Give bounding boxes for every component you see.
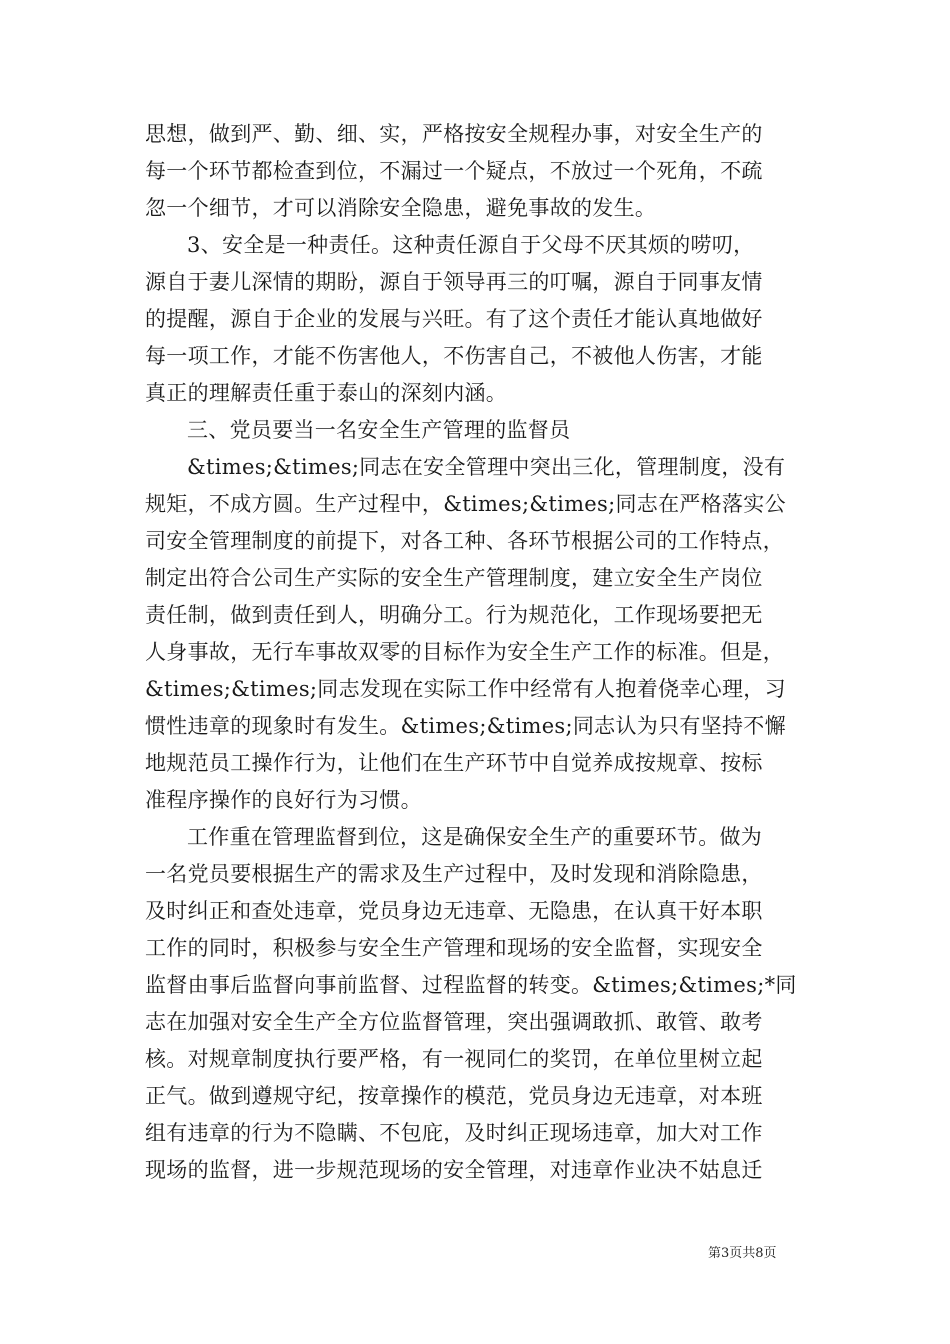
- text-line: 现场的监督，进一步规范现场的安全管理，对违章作业决不姑息迁: [145, 1158, 763, 1182]
- text-line: 志在加强对安全生产全方位监督管理，突出强调敢抓、敢管、敢考: [145, 1010, 763, 1034]
- text-line: 惯性违章的现象时有发生。&times;&times;同志认为只有坚持不懈: [145, 714, 786, 738]
- text-line: 正气。做到遵规守纪，按章操作的模范，党员身边无违章，对本班: [145, 1084, 763, 1108]
- paragraph-start: 工作重在管理监督到位，这是确保安全生产的重要环节。做为: [187, 825, 763, 849]
- text-line: 每一个环节都检查到位，不漏过一个疑点，不放过一个死角，不疏: [145, 159, 763, 183]
- text-line: 忽一个细节，才可以消除安全隐患，避免事故的发生。: [145, 196, 657, 220]
- text-line: 源自于妻儿深情的期盼，源自于领导再三的叮嘱，源自于同事友情: [145, 270, 763, 294]
- text-line: 规矩，不成方圆。生产过程中，&times;&times;同志在严格落实公: [145, 492, 786, 516]
- text-line: 的提醒，源自于企业的发展与兴旺。有了这个责任才能认真地做好: [145, 307, 763, 331]
- text-line: 制定出符合公司生产实际的安全生产管理制度，建立安全生产岗位: [145, 566, 763, 590]
- text-line: 核。对规章制度执行要严格，有一视同仁的奖罚，在单位里树立起: [145, 1047, 763, 1071]
- text-line: 及时纠正和查处违章，党员身边无违章、无隐患，在认真干好本职: [145, 899, 763, 923]
- paragraph-start: 3、安全是一种责任。这种责任源自于父母不厌其烦的唠叨，: [187, 233, 755, 257]
- text-line: 准程序操作的良好行为习惯。: [145, 788, 422, 812]
- text-line: 一名党员要根据生产的需求及生产过程中，及时发现和消除隐患，: [145, 862, 763, 886]
- text-line: 每一项工作，才能不伤害他人，不伤害自己，不被他人伤害，才能: [145, 344, 763, 368]
- paragraph-start: &times;&times;同志在安全管理中突出三化，管理制度，没有: [187, 455, 786, 479]
- text-line: 人身事故，无行车事故双零的目标作为安全生产工作的标准。但是，: [145, 640, 784, 664]
- text-line: 地规范员工操作行为，让他们在生产环节中自觉养成按规章、按标: [145, 751, 763, 775]
- section-heading: 三、党员要当一名安全生产管理的监督员: [187, 418, 571, 442]
- text-line: 责任制，做到责任到人，明确分工。行为规范化，工作现场要把无: [145, 603, 763, 627]
- text-line: 真正的理解责任重于泰山的深刻内涵。: [145, 381, 508, 405]
- text-line: 组有违章的行为不隐瞒、不包庇，及时纠正现场违章，加大对工作: [145, 1121, 763, 1145]
- text-line: 司安全管理制度的前提下，对各工种、各环节根据公司的工作特点，: [145, 529, 784, 553]
- text-line: 工作的同时，积极参与安全生产管理和现场的安全监督，实现安全: [145, 936, 763, 960]
- text-line: &times;&times;同志发现在实际工作中经常有人抱着侥幸心理，习: [145, 677, 786, 701]
- page-number: 第3页共8页: [708, 1246, 777, 1261]
- text-line: 思想，做到严、勤、细、实，严格按安全规程办事，对安全生产的: [145, 122, 763, 146]
- document-body: [145, 116, 805, 1189]
- text-line: 监督由事后监督向事前监督、过程监督的转变。&times;&times;*同: [145, 973, 797, 997]
